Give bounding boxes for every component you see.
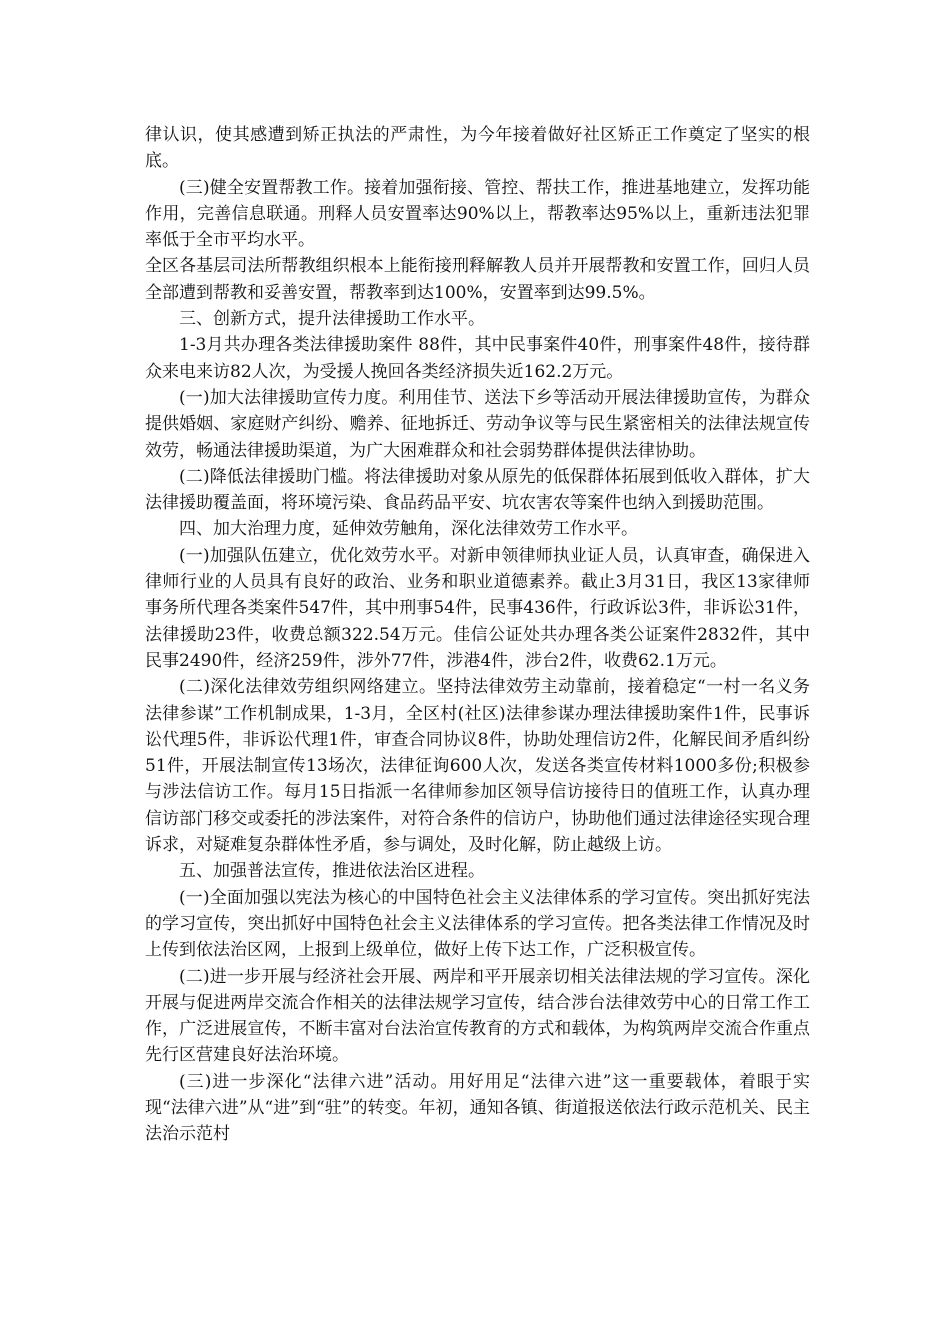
- paragraph: (一)加强队伍建立，优化效劳水平。对新申领律师执业证人员，认真审查，确保进入律师行业的人员具有良好的政治、业务和职业道德素养。截止3月31日，我区13家律师事务所代理各类案件547件，其中刑事54件，民事436件，行政诉讼3件，非诉讼31件，法律援助23件，收费总额322.54万元。佳信公证处共办理各类公证案件2832件，其中民事2490件，经济259件，涉外77件，涉港4件，涉台2件，收费62.1万元。: [145, 545, 810, 671]
- paragraph: (三)健全安置帮教工作。接着加强衔接、管控、帮扶工作，推进基地建立，发挥功能作用，完善信息联通。刑释人员安置率达90%以上，帮教率达95%以上，重新违法犯罪率低于全市平均水平。: [145, 177, 810, 251]
- paragraph: (三)进一步深化“法律六进”活动。用好用足“法律六进”这一重要载体，着眼于实现“法律六进”从“进”到“驻”的转变。年初，通知各镇、街道报送依法行政示范机关、民主法治示范村: [145, 1071, 810, 1145]
- paragraph: (一)全面加强以宪法为核心的中国特色社会主义法律体系的学习宣传。突出抓好宪法的学习宣传，突出抓好中国特色社会主义法律体系的学习宣传。把各类法律工作情况及时上传到依法治区网，上报到上级单位，做好上传下达工作，广泛积极宣传。: [145, 887, 810, 961]
- paragraph: (二)进一步开展与经济社会开展、两岸和平开展亲切相关法律法规的学习宣传。深化开展与促进两岸交流合作相关的法律法规学习宣传，结合涉台法律效劳中心的日常工作工作，广泛进展宣传，不断丰富对台法治宣传教育的方式和载体，为构筑两岸交流合作重点先行区营建良好法治环境。: [145, 966, 810, 1066]
- section-heading: 四、加大治理力度，延伸效劳触角，深化法律效劳工作水平。: [179, 519, 638, 540]
- paragraph: 1-3月共办理各类法律援助案件 88件，其中民事案件40件，刑事案件48件，接待群众来电来访82人次，为受援人挽回各类经济损失近162.2万元。: [145, 335, 810, 382]
- paragraph: 律认识，使其感遭到矫正执法的严肃性，为今年接着做好社区矫正工作奠定了坚实的根底。: [145, 125, 810, 172]
- paragraph: 全区各基层司法所帮教组织根本上能衔接刑释解教人员并开展帮教和安置工作，回归人员全部遭到帮教和妥善安置，帮教率到达100%，安置率到达99.5%。: [145, 256, 810, 303]
- paragraph: (二)降低法律援助门槛。将法律援助对象从原先的低保群体拓展到低收入群体，扩大法律援助覆盖面，将环境污染、食品药品平安、坑农害农等案件也纳入到援助范围。: [145, 466, 810, 514]
- document-body: [145, 122, 810, 1148]
- section-heading: 三、创新方式，提升法律援助工作水平。: [179, 309, 485, 330]
- paragraph: (二)深化法律效劳组织网络建立。坚持法律效劳主动靠前，接着稳定“一村一名义务法律参谋”工作机制成果，1-3月，全区村(社区)法律参谋办理法律援助案件1件，民事诉讼代理5件，非诉讼代理1件，审查合同协议8件，协助处理信访2件，化解民间矛盾纠纷51件，开展法制宣传13场次，法律征询600人次，发送各类宣传材料1000多份;积极参与涉法信访工作。每月15日指派一名律师参加区领导信访接待日的值班工作，认真办理信访部门移交或委托的涉法案件，对符合条件的信访户，协助他们通过法律途径实现合理诉求，对疑难复杂群体性矛盾，参与调处，及时化解，防止越级上访。: [145, 677, 810, 856]
- paragraph: (一)加大法律援助宣传力度。利用佳节、送法下乡等活动开展法律援助宣传，为群众提供婚姻、家庭财产纠纷、赡养、征地拆迁、劳动争议等与民生紧密相关的法律法规宣传效劳，畅通法律援助渠道，为广大困难群众和社会弱势群体提供法律协助。: [145, 387, 810, 461]
- section-heading: 五、加强普法宣传，推进依法治区进程。: [179, 861, 485, 882]
